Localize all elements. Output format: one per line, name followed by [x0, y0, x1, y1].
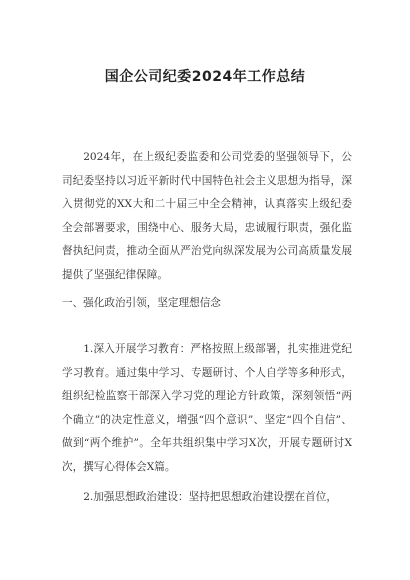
- document-title: 国企公司纪委2024年工作总结: [104, 69, 306, 85]
- item-paragraph-1: 1.深入开展学习教育：严格按照上级部署，扎实推进党纪学习教育。通过集中学习、专题研讨、个人自学等多种形式，组织纪检监察干部深入学习党的理论方针政策，深刻领悟“两个确立”的决定性意义，增强“四个意识”、坚定“四个自信”、做到“两个维护”。全年共组织集中学习X次，开展专题研讨X次，撰写心得体会X篇。: [62, 343, 352, 473]
- intro-paragraph: 2024年，在上级纪委监委和公司党委的坚强领导下，公司纪委坚持以习近平新时代中国特色社会主义思想为指导，深入贯彻党的XX大和二十届三中全会精神，认真落实上级纪委全会部署要求，围绕中心、服务大局，忠诚履行职责，强化监督执纪问责，推动全面从严治党向纵深发展为公司高质量发展提供了坚强纪律保障。: [62, 151, 352, 281]
- item-paragraph-2: 2.加强思想政治建设：坚持把思想政治建设摆在首位，: [83, 491, 337, 503]
- section-heading: 一、强化政治引领，坚定理想信念: [62, 297, 221, 309]
